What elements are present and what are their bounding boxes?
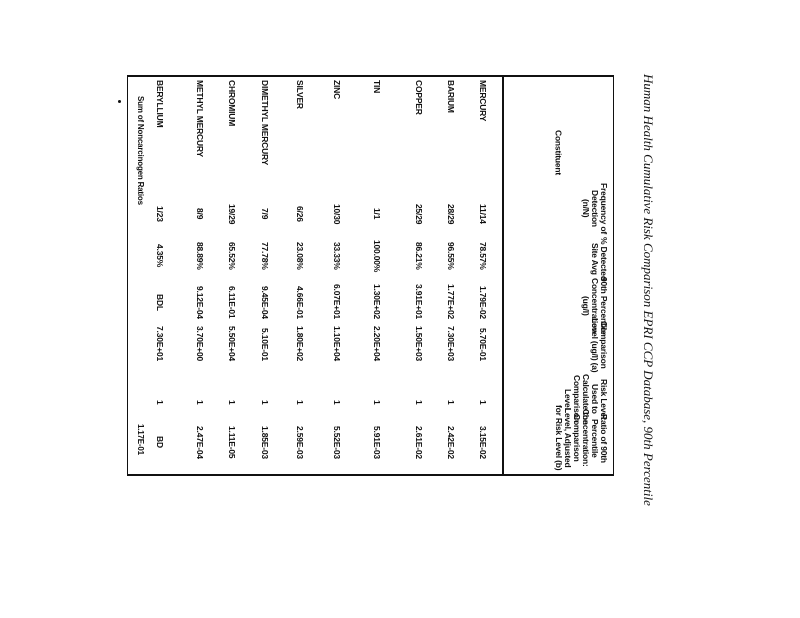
col-percent-detected-value: 86.21% bbox=[414, 242, 424, 270]
header-risk-level: Risk Level Used to Calculate the Comparison Level bbox=[563, 373, 609, 425]
col-percent-detected-value: 4.35% bbox=[155, 244, 165, 268]
row-constituent-name: BERYLLIUM bbox=[155, 80, 165, 128]
row-constituent-name: TIN bbox=[372, 80, 382, 94]
col-risk-level-value: 1 bbox=[478, 399, 488, 405]
col-risk-level-value: 1 bbox=[227, 399, 237, 405]
col-90th-percentile-value: 1.77E+02 bbox=[446, 284, 456, 320]
col-percent-detected-value: 100.00% bbox=[372, 239, 382, 273]
row-constituent-name: COPPER bbox=[414, 80, 424, 115]
row-constituent-name: METHYL MERCURY bbox=[195, 80, 205, 158]
col-frequency-value: 10/30 bbox=[332, 203, 342, 225]
row-constituent-name: BARIUM bbox=[446, 80, 456, 113]
col-comparison-level-value: 5.70E-01 bbox=[478, 327, 488, 361]
sum-value: 1.17E-01 bbox=[136, 424, 145, 455]
row-constituent-name: ZINC bbox=[332, 80, 342, 100]
col-risk-level-value: 1 bbox=[195, 399, 205, 405]
col-frequency-value: 11/14 bbox=[478, 204, 488, 224]
col-comparison-level-value: 1.50E+03 bbox=[414, 326, 424, 362]
row-constituent-name: DIMETHYL MERCURY bbox=[260, 80, 270, 166]
col-frequency-value: 28/29 bbox=[446, 203, 456, 225]
table-bottom-rule bbox=[127, 474, 614, 476]
sum-label: Sum of Noncarcinogen Ratios bbox=[136, 96, 145, 205]
col-90th-percentile-value: 1.79E-02 bbox=[478, 285, 488, 319]
col-comparison-level-value: 7.30E+03 bbox=[446, 326, 456, 362]
row-constituent-name: MERCURY bbox=[478, 80, 488, 122]
col-90th-percentile-value: 3.91E+01 bbox=[414, 284, 424, 320]
col-risk-level-value: 1 bbox=[295, 399, 305, 405]
col-frequency-value: 19/29 bbox=[227, 203, 237, 225]
col-comparison-level-value: 2.20E+04 bbox=[372, 326, 382, 362]
col-ratio-value: 2.61E-02 bbox=[414, 425, 424, 459]
col-frequency-value: 6/26 bbox=[295, 206, 305, 222]
col-90th-percentile-value: BDL bbox=[155, 293, 165, 311]
table-right-rule bbox=[613, 75, 614, 476]
col-ratio-value: 5.52E-03 bbox=[332, 425, 342, 459]
col-90th-percentile-value: 1.30E+02 bbox=[372, 284, 382, 320]
col-comparison-level-value: 1.10E+04 bbox=[332, 326, 342, 362]
table-left-rule bbox=[127, 75, 128, 476]
row-constituent-name: CHROMIUM bbox=[227, 80, 237, 127]
col-risk-level-value: 1 bbox=[414, 399, 424, 405]
header-constituent: Constituent bbox=[553, 129, 564, 175]
row-constituent-name: SILVER bbox=[295, 80, 305, 109]
col-90th-percentile-value: 9.45E-04 bbox=[260, 285, 270, 319]
col-risk-level-value: 1 bbox=[446, 399, 456, 405]
table-top-rule bbox=[127, 75, 614, 77]
col-risk-level-value: 1 bbox=[260, 399, 270, 405]
col-comparison-level-value: 5.10E-01 bbox=[260, 327, 270, 361]
header-frequency: Frequency of Detection (n/N) bbox=[581, 182, 609, 234]
col-frequency-value: 8/9 bbox=[195, 208, 205, 220]
col-frequency-value: 25/29 bbox=[414, 203, 424, 225]
col-ratio-value: 2.59E-03 bbox=[295, 425, 305, 459]
col-percent-detected-value: 23.08% bbox=[295, 242, 305, 270]
header-comparison-level: Comparison Level (ug/l) (a) bbox=[590, 317, 609, 373]
col-comparison-level-value: 1.80E+02 bbox=[295, 326, 305, 362]
col-risk-level-value: 1 bbox=[155, 399, 165, 405]
table-dot-mark bbox=[118, 100, 121, 103]
col-percent-detected-value: 78.57% bbox=[478, 242, 488, 270]
document-title: Human Health Cumulative Risk Comparison EPRI CCP Database, 90th Percentile bbox=[641, 74, 656, 506]
col-percent-detected-value: 65.52% bbox=[227, 242, 237, 270]
col-percent-detected-value: 33.33% bbox=[332, 242, 342, 270]
col-percent-detected-value: 77.78% bbox=[260, 242, 270, 270]
col-ratio-value: BD bbox=[155, 436, 165, 448]
col-risk-level-value: 1 bbox=[372, 399, 382, 405]
col-comparison-level-value: 5.50E+04 bbox=[227, 326, 237, 362]
col-ratio-value: 2.42E-02 bbox=[446, 425, 456, 459]
col-90th-percentile-value: 6.07E+01 bbox=[332, 284, 342, 320]
col-percent-detected-value: 88.89% bbox=[195, 242, 205, 270]
col-ratio-value: 1.85E-03 bbox=[260, 425, 270, 459]
col-90th-percentile-value: 4.66E-01 bbox=[295, 285, 305, 319]
header-percent-detected: % Detected Site Avg bbox=[590, 237, 609, 281]
col-comparison-level-value: 7.30E+01 bbox=[155, 326, 165, 362]
col-ratio-value: 2.47E-04 bbox=[195, 425, 205, 459]
col-frequency-value: 7/9 bbox=[260, 208, 270, 220]
col-percent-detected-value: 96.55% bbox=[446, 242, 456, 270]
col-frequency-value: 1/23 bbox=[155, 206, 165, 222]
col-risk-level-value: 1 bbox=[332, 399, 342, 405]
header-ratio: Ratio of 90th Percentile Concentration: Comparison Level, Adjusted for Risk Level (b) bbox=[554, 405, 609, 471]
col-90th-percentile-value: 6.11E-01 bbox=[227, 285, 237, 319]
col-comparison-level-value: 3.70E+00 bbox=[195, 326, 205, 362]
header-90th-percentile: 90th Percentile Concentration (ug/l) bbox=[581, 277, 609, 335]
col-90th-percentile-value: 9.12E-04 bbox=[195, 285, 205, 319]
col-ratio-value: 1.11E-05 bbox=[227, 425, 237, 459]
col-frequency-value: 1/1 bbox=[372, 208, 382, 220]
col-ratio-value: 5.91E-03 bbox=[372, 425, 382, 459]
col-ratio-value: 3.15E-02 bbox=[478, 425, 488, 459]
header-rule bbox=[502, 75, 504, 476]
